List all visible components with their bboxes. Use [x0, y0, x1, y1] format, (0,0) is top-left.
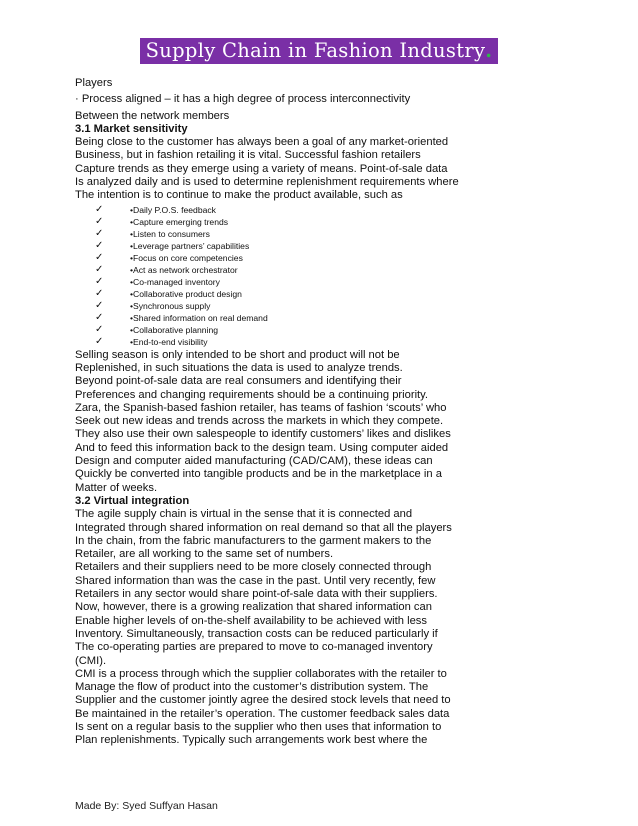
checklist-item — [75, 288, 575, 300]
paragraph-line: Capture trends as they emerge using a variety of means. Point-of-sale data — [75, 162, 448, 175]
paragraph-line: Integrated through shared information on real demand so that all the players — [75, 521, 452, 534]
checklist-item-label: •Shared information on real demand — [130, 312, 268, 323]
checklist-item — [75, 276, 575, 288]
checkmark-icon: ✓ — [95, 299, 104, 311]
paragraph-line: Matter of weeks. — [75, 481, 158, 494]
checkmark-icon: ✓ — [95, 239, 104, 251]
checklist-item — [75, 204, 575, 216]
paragraph-line: They also use their own salespeople to identify customers’ likes and dislikes — [75, 428, 451, 441]
paragraph-line: Retailers and their suppliers need to be more closely connected through — [75, 561, 432, 574]
checkmark-icon: ✓ — [95, 215, 104, 227]
checklist-item — [75, 216, 575, 228]
checkmark-icon: ✓ — [95, 323, 104, 335]
title-dot: . — [485, 39, 493, 62]
checklist-item-label: •Synchronous supply — [130, 300, 211, 311]
checklist-item — [75, 336, 575, 348]
checkmark-icon: ✓ — [95, 311, 104, 323]
paragraph-line: Quickly be converted into tangible products and be in the marketplace in a — [75, 468, 442, 481]
section-1-after-paragraph — [75, 349, 575, 495]
paragraph-line: Replenished, in such situations the data is used to analyze trends. — [75, 361, 403, 374]
checklist-item-label: •Co-managed inventory — [130, 276, 220, 287]
capabilities-checklist — [75, 204, 575, 348]
checklist-item — [75, 324, 575, 336]
paragraph-line: Zara, the Spanish-based fashion retailer, has teams of fashion ‘scouts’ who — [75, 401, 447, 414]
checklist-item-label: •End-to-end visibility — [130, 336, 208, 347]
checklist-item-label: •Collaborative product design — [130, 288, 242, 299]
paragraph-line: Shared information than was the case in the past. Until very recently, few — [75, 574, 436, 587]
section-heading-virtual-integration: 3.2 Virtual integration — [75, 494, 190, 507]
page-title-text: Supply Chain in Fashion Industry — [145, 39, 486, 62]
paragraph-line: Inventory. Simultaneously, transaction costs can be reduced particularly if — [75, 627, 438, 640]
checklist-item-label: •Listen to consumers — [130, 228, 210, 239]
paragraph-line: Retailers in any sector would share point-of-sale data with their suppliers. — [75, 588, 438, 601]
checklist-item-label: •Daily P.O.S. feedback — [130, 204, 216, 215]
players-label: Players — [75, 77, 113, 89]
paragraph-line: The agile supply chain is virtual in the sense that it is connected and — [75, 508, 413, 521]
checklist-item — [75, 252, 575, 264]
section-1-paragraph — [75, 136, 575, 202]
checkmark-icon: ✓ — [95, 263, 104, 275]
checklist-item-label: •Collaborative planning — [130, 324, 219, 335]
between-network-line: Between the network members — [75, 109, 230, 122]
paragraph-line: Is sent on a regular basis to the supplier who then uses that information to — [75, 720, 442, 733]
section-2-paragraph — [75, 508, 575, 747]
paragraph-line: Manage the flow of product into the customer’s distribution system. The — [75, 681, 429, 694]
checklist-item — [75, 240, 575, 252]
paragraph-line: Preferences and changing requirements should be a continuing priority. — [75, 388, 429, 401]
checklist-item-label: •Leverage partners’ capabilities — [130, 240, 250, 251]
paragraph-line: Selling season is only intended to be short and product will not be — [75, 348, 400, 361]
paragraph-line: The co-operating parties are prepared to move to co-managed inventory — [75, 641, 433, 654]
title-block — [0, 38, 638, 64]
paragraph-line: Seek out new ideas and trends across the markets in which they compete. — [75, 415, 444, 428]
footer-credit: Made By: Syed Suffyan Hasan — [75, 800, 218, 812]
paragraph-line: In the chain, from the fabric manufacturers to the garment makers to the — [75, 534, 432, 547]
checklist-item — [75, 312, 575, 324]
paragraph-line: The intention is to continue to make the product available, such as — [75, 189, 403, 202]
process-aligned-bullet: · Process aligned – it has a high degree of process interconnectivity — [75, 93, 411, 106]
paragraph-line: Supplier and the customer jointly agree the desired stock levels that need to — [75, 694, 451, 707]
checklist-item-label: •Act as network orchestrator — [130, 264, 238, 275]
paragraph-line: And to feed this information back to the design team. Using computer aided — [75, 441, 449, 454]
document-body — [75, 76, 575, 748]
paragraph-line: Retailer, are all working to the same set of numbers. — [75, 548, 334, 561]
paragraph-line: CMI is a process through which the supplier collaborates with the retailer to — [75, 667, 447, 680]
paragraph-line: Be maintained in the retailer’s operation. The customer feedback sales data — [75, 707, 450, 720]
paragraph-line: Plan replenishments. Typically such arrangements work best where the — [75, 734, 428, 747]
checkmark-icon: ✓ — [95, 251, 104, 263]
paragraph-line: Beyond point-of-sale data are real consumers and identifying their — [75, 375, 402, 388]
paragraph-line: Enable higher levels of on-the-shelf availability to be achieved with less — [75, 614, 427, 627]
checklist-item — [75, 228, 575, 240]
paragraph-line: (CMI). — [75, 654, 107, 667]
paragraph-line: Now, however, there is a growing realization that shared information can — [75, 601, 432, 614]
checkmark-icon: ✓ — [95, 287, 104, 299]
checkmark-icon: ✓ — [95, 275, 104, 287]
paragraph-line: Design and computer aided manufacturing (CAD/CAM), these ideas can — [75, 455, 433, 468]
checklist-item-label: •Capture emerging trends — [130, 216, 229, 227]
page-title — [140, 38, 499, 64]
checkmark-icon: ✓ — [95, 335, 104, 347]
checkmark-icon: ✓ — [95, 227, 104, 239]
checklist-item — [75, 264, 575, 276]
paragraph-line: Being close to the customer has always been a goal of any market-oriented — [75, 136, 449, 149]
checklist-item-label: •Focus on core competencies — [130, 252, 243, 263]
checkmark-icon: ✓ — [95, 203, 104, 215]
paragraph-line: Is analyzed daily and is used to determine replenishment requirements where — [75, 176, 459, 189]
section-heading-market-sensitivity: 3.1 Market sensitivity — [75, 122, 188, 135]
checklist-item — [75, 300, 575, 312]
paragraph-line: Business, but in fashion retailing it is vital. Successful fashion retailers — [75, 149, 421, 162]
